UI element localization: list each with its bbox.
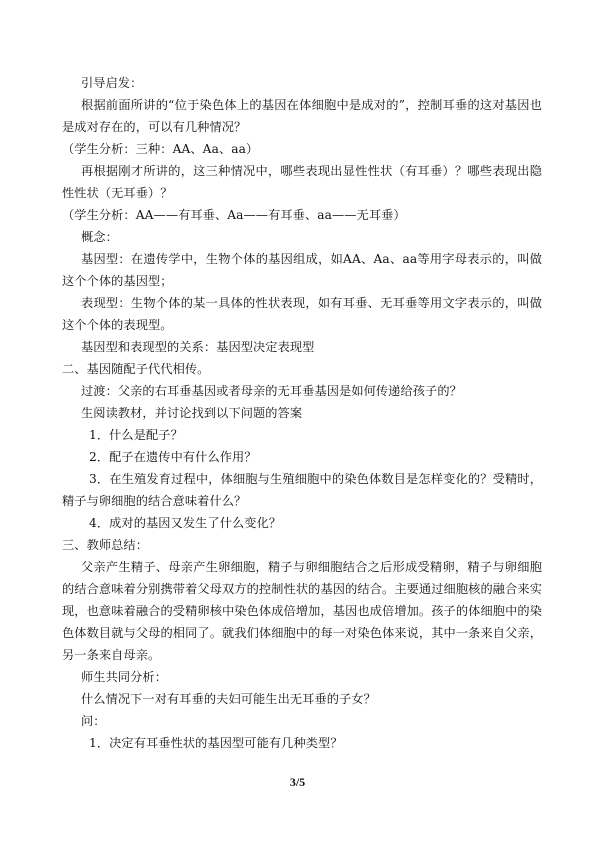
section-heading-2: 二、基因随配子代代相传。: [62, 362, 210, 376]
paragraph-ask: 问：: [81, 714, 106, 728]
paragraph-student-analysis-2: （学生分析：AA——有耳垂、Aa——有耳垂、aa——无耳垂）: [62, 208, 406, 222]
paragraph-phenotype-definition: 表现型：生物个体的某一具体的性状表现，如有耳垂、无耳垂等用文字表示的，叫做这个个体的表现型。: [62, 296, 542, 332]
paragraph-student-analysis-1: （学生分析：三种：AA、Aa、aa）: [62, 142, 259, 156]
ask-item-1: 1．决定有耳垂性状的基因型可能有几种类型？: [89, 736, 343, 750]
paragraph-transition: 过渡：父亲的右耳垂基因或者母亲的无耳垂基因是如何传递给孩子的？: [81, 384, 462, 398]
question-item-1: 1．什么是配子？: [89, 428, 183, 442]
paragraph-genotype-phenotype-relation: 基因型和表现型的关系：基因型决定表现型: [81, 340, 315, 354]
page-number: 3/5: [289, 775, 306, 789]
paragraph-teacher-summary: 父亲产生精子、母亲产生卵细胞，精子与卵细胞结合之后形成受精卵，精子与卵细胞的结合意味着分别携带着父母双方的控制性状的基因的结合。主要通过细胞核的融合来实现，也意味着融合的受精卵核中染色体成倍增加，基因也成倍增加。孩子的体细胞中的染色体数目就与父母的相同了。就我们体细胞中的每一对染色体来说，其中一条来自父亲，另一条来自母亲。: [62, 560, 542, 662]
paragraph-genotype-definition: 基因型：在遗传学中，生物个体的基因组成，如AA、Aa、aa等用字母表示的，叫做这个个体的基因型；: [62, 252, 542, 288]
question-item-4: 4．成对的基因又发生了什么变化？: [89, 516, 282, 530]
section-heading-3: 三、教师总结：: [62, 538, 149, 552]
heading-concepts: 概念：: [81, 230, 118, 244]
heading-guidance: 引导启发：: [81, 76, 143, 90]
paragraph-reading-task: 生阅读教材，并讨论找到以下问题的答案: [81, 406, 303, 420]
paragraph-question-gene-pairs: 根据前面所讲的“位于染色体上的基因在体细胞中是成对的”，控制耳垂的这对基因也是成对存在的，可以有几种情况？: [62, 98, 542, 134]
paragraph-question-traits: 再根据刚才所讲的，这三种情况中，哪些表现出显性性状（有耳垂）？哪些表现出隐性性状（无耳垂）？: [62, 164, 542, 200]
document-body: [62, 72, 542, 754]
paragraph-joint-analysis: 师生共同分析：: [81, 670, 168, 684]
question-item-3: 3．在生殖发育过程中，体细胞与生殖细胞中的染色体数目是怎样变化的？受精时，精子与卵细胞的结合意味着什么？: [62, 472, 542, 508]
paragraph-analysis-question: 什么情况下一对有耳垂的夫妇可能生出无耳垂的子女？: [81, 692, 376, 706]
question-item-2: 2．配子在遗传中有什么作用？: [89, 450, 257, 464]
